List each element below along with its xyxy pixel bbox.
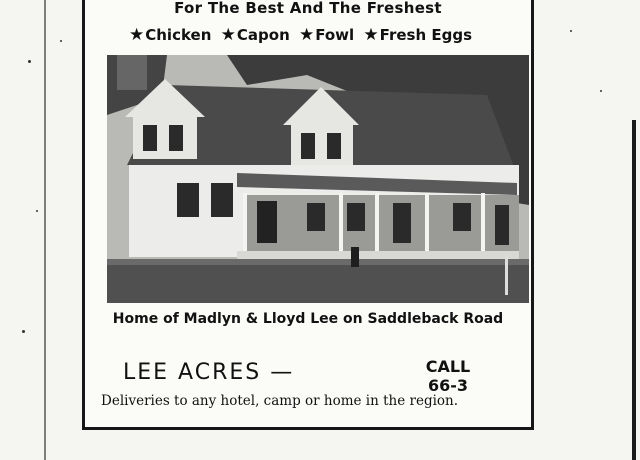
call-label: CALL bbox=[425, 357, 471, 376]
window bbox=[495, 205, 509, 245]
star-icon: ★ bbox=[220, 25, 236, 45]
farm-name: LEE ACRES — bbox=[123, 360, 295, 385]
photo-caption: Home of Madlyn & Lloyd Lee on Saddleback Road bbox=[112, 311, 504, 327]
porch-post bbox=[375, 193, 379, 257]
dormer-right bbox=[291, 125, 353, 165]
farmhouse-photo bbox=[107, 55, 529, 303]
lawn-edge bbox=[107, 259, 529, 265]
chimney bbox=[117, 55, 147, 90]
porch-post bbox=[481, 193, 485, 257]
product-fresh-eggs bbox=[363, 26, 472, 44]
scan-speck bbox=[60, 40, 62, 42]
dormer-right-window bbox=[301, 133, 315, 159]
dormer-right-window bbox=[327, 133, 341, 159]
right-scan-edge bbox=[632, 120, 636, 460]
dormer-left bbox=[133, 117, 197, 159]
product-fowl bbox=[299, 26, 354, 44]
product-chicken bbox=[129, 26, 211, 44]
porch-post bbox=[425, 193, 429, 257]
dormer-left-window bbox=[143, 125, 157, 151]
porch bbox=[243, 195, 519, 257]
scan-speck bbox=[22, 330, 25, 333]
scan-speck bbox=[36, 210, 38, 212]
phone-number: 66-3 bbox=[427, 376, 469, 395]
door bbox=[257, 201, 277, 243]
window bbox=[211, 183, 233, 217]
star-icon: ★ bbox=[129, 25, 145, 45]
product-label: Fresh Eggs bbox=[379, 26, 473, 44]
door bbox=[393, 203, 411, 243]
porch-post bbox=[339, 193, 343, 257]
star-icon: ★ bbox=[363, 25, 379, 45]
advertisement-box bbox=[82, 0, 534, 430]
lawn bbox=[107, 259, 529, 303]
window bbox=[347, 203, 365, 231]
scan-speck bbox=[600, 90, 602, 92]
scan-speck bbox=[28, 60, 31, 63]
post bbox=[505, 255, 508, 295]
dormer-left-window bbox=[169, 125, 183, 151]
left-scan-edge bbox=[44, 0, 46, 460]
star-icon: ★ bbox=[298, 25, 315, 45]
window bbox=[307, 203, 325, 231]
product-label: Chicken bbox=[145, 26, 212, 44]
window bbox=[177, 183, 199, 217]
product-label: Fowl bbox=[315, 26, 355, 44]
porch-post bbox=[243, 193, 247, 257]
window bbox=[453, 203, 471, 231]
deliveries-text: Deliveries to any hotel, camp or home in the region. bbox=[101, 393, 459, 409]
scan-speck bbox=[570, 30, 572, 32]
product-list bbox=[129, 25, 529, 45]
product-capon bbox=[221, 26, 290, 44]
ad-tagline: For The Best And The Freshest bbox=[174, 0, 442, 17]
porch-floor bbox=[237, 251, 519, 259]
person bbox=[351, 247, 359, 267]
call-block bbox=[413, 357, 483, 395]
farmhouse-illustration bbox=[107, 55, 529, 303]
product-label: Capon bbox=[236, 26, 290, 44]
